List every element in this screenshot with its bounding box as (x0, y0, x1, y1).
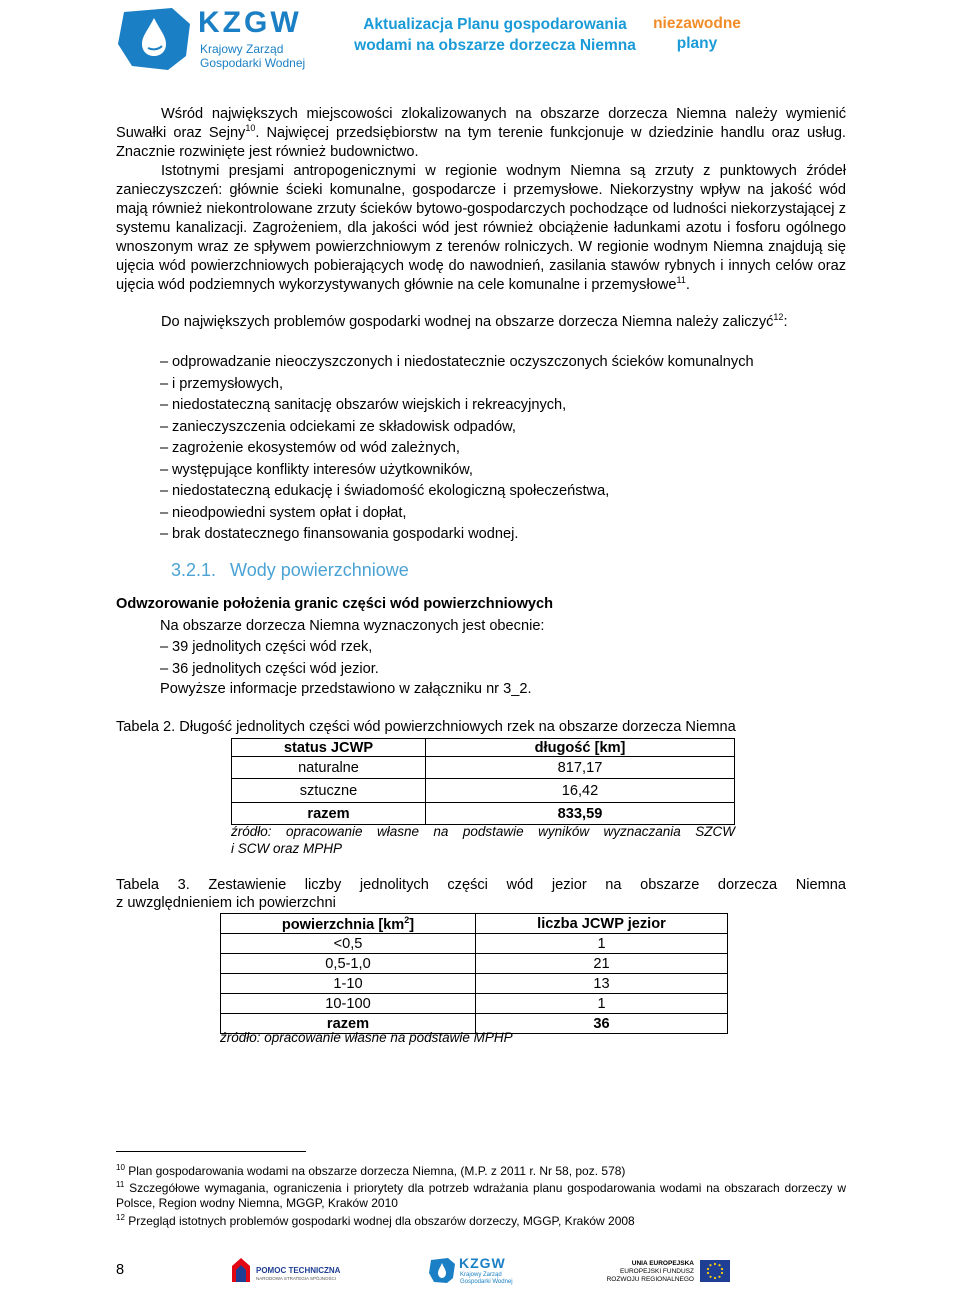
table3-header-area-text: powierzchnia [km (281, 916, 405, 933)
table3-cell: 21 (476, 954, 728, 974)
kzgw-footer-line2: Gospodarki Wodnej (460, 1279, 513, 1285)
footnote-number: 11 (116, 1180, 125, 1189)
list-item: – nieodpowiedni system opłat i dopłat, (160, 503, 860, 525)
kzgw-logo (112, 4, 312, 74)
p1-text: Wśród największych miejscowości zlokalizowanych na obszarze dorzecza Niemna należy wymienić Suwałki oraz Sejny (116, 106, 846, 141)
footnote-11 (116, 1177, 846, 1211)
list-item: – występujące konflikty interesów użytkowników, (160, 460, 860, 482)
pomoc-techniczna-logo (230, 1252, 350, 1294)
table2-cell: sztuczne (232, 779, 426, 803)
table-row (221, 994, 728, 1014)
section-number: 3.2.1. (171, 560, 217, 580)
table2-total-label: razem (232, 803, 426, 825)
table3-cell: 13 (476, 974, 728, 994)
kzgw-footer-subtitle (460, 1272, 513, 1286)
footnote-12 (116, 1210, 846, 1229)
section-heading (171, 560, 423, 581)
table-row (221, 954, 728, 974)
section-title: Wody powierzchniowe (230, 560, 409, 580)
niezawodne-plany-logo (652, 14, 742, 54)
footnote-text: Plan gospodarowania wodami na obszarze dorzecza Niemna, (M.P. z 2011 r. Nr 58, poz. 578) (128, 1164, 626, 1178)
table3-source: źródło: opracowanie własne na podstawie MPHP (220, 1030, 513, 1045)
table2-cell: 817,17 (426, 757, 735, 779)
p2-text-cont: . (685, 277, 690, 293)
footnote-divider (116, 1151, 306, 1152)
table-row (221, 974, 728, 994)
subheading: Odwzorowanie położenia granic części wód powierzchniowych (116, 596, 554, 612)
document-title (345, 14, 645, 56)
brand-word1: niezawodne (653, 15, 741, 32)
document-title-line2: wodami na obszarze dorzecza Niemna (354, 37, 636, 54)
footnote-text: Przegląd istotnych problemów gospodarki wodnej dla obszarów dorzeczy, MGGP, Kraków 2008 (128, 1214, 635, 1228)
table3-total-value: 36 (476, 1014, 728, 1034)
table-row (232, 757, 735, 779)
logo-acronym: KZGW (198, 6, 302, 39)
table-row (232, 779, 735, 803)
document-title-line1: Aktualizacja Planu gospodarowania (363, 16, 627, 33)
table3-cell: 1-10 (221, 974, 476, 994)
table2-source-line2: i SCW oraz MPHP (231, 841, 343, 856)
table3-cell: <0,5 (221, 934, 476, 954)
footnote-ref-11: 11 (676, 275, 686, 286)
pomoc-techniczna-emblem-icon (230, 1254, 252, 1284)
table2 (231, 738, 735, 825)
list-item: – brak dostatecznego finansowania gospodarki wodnej. (160, 524, 860, 546)
eu-logo (604, 1252, 764, 1294)
table2-source-line1: źródło: opracowanie własne na podstawie wyników wyznaczania SZCW (231, 824, 735, 839)
paragraph-problems-intro (116, 313, 846, 332)
table3-caption-line2: z uwzględnieniem ich powierzchni (116, 895, 336, 911)
pomoc-techniczna-subtext: NARODOWA STRATEGIA SPÓJNOŚCI (256, 1276, 337, 1281)
list-item: – i przemysłowych, (160, 374, 860, 396)
kzgw-footer-logo (428, 1252, 528, 1294)
counts-list (160, 637, 860, 680)
list-item: – 36 jednolitych części wód jezior. (160, 659, 860, 681)
kzgw-footer-line1: Krajowy Zarząd (460, 1272, 502, 1278)
logo-subtitle (200, 42, 305, 70)
p3-text: Do największych problemów gospodarki wodnej na obszarze dorzecza Niemna należy zaliczyć (161, 314, 774, 330)
table3-header-count: liczba JCWP jezior (476, 914, 728, 934)
table2-header-length: długość [km] (426, 739, 735, 757)
pomoc-techniczna-text: POMOC TECHNICZNA (256, 1266, 341, 1275)
table3-cell: 1 (476, 994, 728, 1014)
table3 (220, 913, 728, 1034)
table3-cell: 1 (476, 934, 728, 954)
list-item: – zagrożenie ekosystemów od wód zależnych, (160, 438, 860, 460)
p3-text-cont: : (783, 314, 788, 330)
paragraph-pressures (116, 162, 846, 295)
list-item: – 39 jednolitych części wód rzek, (160, 637, 860, 659)
footnote-ref-10: 10 (245, 123, 256, 134)
list-item: – odprowadzanie nieoczyszczonych i niedostatecznie oczyszczonych ścieków komunalnych (160, 352, 860, 374)
footnote-ref-12: 12 (773, 312, 784, 323)
problems-list (160, 352, 860, 546)
eu-line2: EUROPEJSKI FUNDUSZ (619, 1268, 694, 1275)
eu-text (604, 1260, 694, 1284)
list-item: – niedostateczną sanitację obszarów wiejskich i rekreacyjnych, (160, 395, 860, 417)
table3-header-area-sup: 2 (404, 914, 410, 925)
kzgw-footer-emblem-icon (428, 1256, 456, 1284)
kzgw-footer-acronym: KZGW (459, 1255, 506, 1271)
table3-cell: 0,5-1,0 (221, 954, 476, 974)
list-item: – niedostateczną edukację i świadomość ekologiczną społeczeństwa, (160, 481, 860, 503)
page-number: 8 (116, 1262, 125, 1278)
logo-subtitle-line2: Gospodarki Wodnej (200, 56, 306, 70)
table3-total-label: razem (221, 1014, 476, 1034)
paragraph-cities (116, 105, 846, 162)
table2-header-status: status JCWP (232, 739, 426, 757)
footnote-number: 12 (116, 1213, 125, 1222)
intro-line: Na obszarze dorzecza Niemna wyznaczonych jest obecnie: (160, 618, 545, 634)
attachment-note: Powyższe informacje przedstawiono w załączniku nr 3_2. (160, 681, 532, 697)
p2-text: Istotnymi presjami antropogenicznymi w regionie wodnym Niemna są zrzuty z punktowych źródeł zanieczyszczeń: głównie ścieki komunalne, gospodarcze i przemysłowe. Niekorzystny wpływ na jakość wód mają również niekontrolowane zrzuty ścieków bytowo-gospodarczych pochodzące od ludności niekorzystającej z systemu kanalizacji. Zagrożeniem, dla jakości wód jest również obciążenie ładunkami azotu i fosforu ogólnego wnoszonym wraz ze spływem powierzchniowym z terenów rolniczych. W regionie wodnym Niemna znajdują się ujęcia wód powierzchniowych pobierających wodę do nawodnień, zasilania stawów rybnych i innych celów oraz ujęcia wód podziemnych wykorzystywanych głównie na cele komunalne i przemysłowe (116, 163, 846, 293)
table3-cell: 10-100 (221, 994, 476, 1014)
eu-line3: ROZWOJU REGIONALNEGO (606, 1276, 694, 1283)
brand-word2: plany (676, 35, 718, 52)
table2-cell: naturalne (232, 757, 426, 779)
table3-header-area (221, 914, 476, 934)
table3-header-area-end: ] (409, 916, 415, 933)
table2-total-value: 833,59 (426, 803, 735, 825)
table-row (221, 934, 728, 954)
table-row-total (232, 803, 735, 825)
table2-cell: 16,42 (426, 779, 735, 803)
footnote-text: Szczegółowe wymagania, ograniczenia i priorytety dla potrzeb wdrażania planu gospodarowania wodami na obszarach dorzeczy w Polsce, Region wodny Niemna, MGGP, Kraków 2010 (116, 1181, 846, 1210)
table2-caption: Tabela 2. Długość jednolitych części wód powierzchniowych rzek na obszarze dorzecza Niemna (116, 719, 736, 735)
p1-text-cont: . Najwięcej przedsiębiorstw na tym terenie funkcjonuje w dziedzinie handlu oraz usług. Znacznie rozwinięte jest również budownictwo. (116, 125, 846, 160)
footnote-number: 10 (116, 1163, 125, 1172)
eu-line1: UNIA EUROPEJSKA (631, 1260, 694, 1267)
table3-caption-line1: Tabela 3. Zestawienie liczby jednolitych części wód jezior na obszarze dorzecza Niemna (116, 877, 846, 893)
logo-subtitle-line1: Krajowy Zarząd (200, 42, 284, 56)
eu-flag-icon (700, 1260, 730, 1282)
list-item: – zanieczyszczenia odciekami ze składowisk odpadów, (160, 417, 860, 439)
